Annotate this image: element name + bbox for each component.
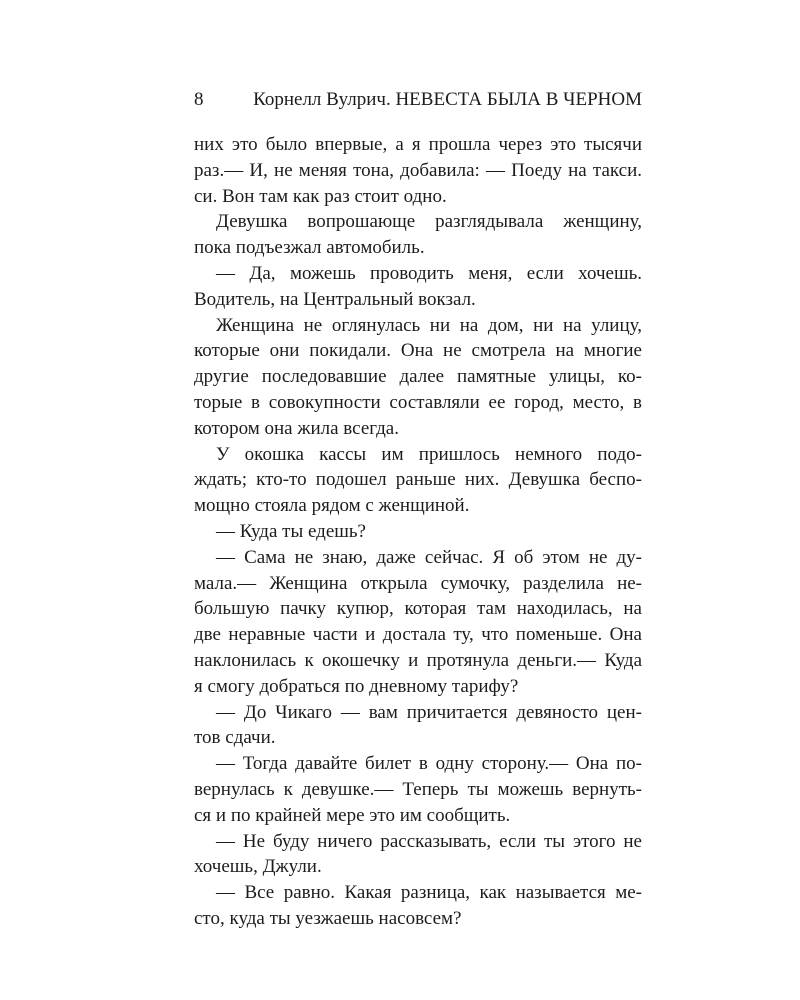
text-line: — Тогда давайте билет в одну сторону.— Она по-	[216, 753, 642, 775]
text-line: них это было впервые, а я прошла через это тысячи	[194, 134, 642, 155]
text-line: си. Вон там как раз стоит одно.	[194, 185, 447, 207]
paragraph	[194, 880, 642, 932]
text-line: тов сдачи.	[194, 727, 276, 749]
paragraph	[194, 829, 642, 881]
paragraph	[194, 545, 642, 700]
text-line: мощно стояла рядом с женщиной.	[194, 495, 470, 517]
text-line: вернулась к девушке.— Теперь ты можешь вернуть-	[194, 778, 642, 800]
text-line: котором она жила всегда.	[194, 417, 399, 439]
text-line: — Куда ты едешь?	[216, 520, 366, 542]
text-line: большую пачку купюр, которая там находилась, на	[194, 598, 642, 620]
text-line: — До Чикаго — вам причитается девяносто цен-	[216, 701, 642, 723]
text-line: Водитель, на Центральный вокзал.	[194, 288, 476, 310]
text-line: раз.— И, не меняя тона, добавила: — Поеду на такси.	[194, 159, 642, 181]
text-line: я смогу добраться по дневному тарифу?	[194, 675, 519, 697]
text-line: Женщина не оглянулась ни на дом, ни на улицу,	[216, 314, 642, 336]
text-line: — Сама не знаю, даже сейчас. Я об этом не ду-	[216, 546, 642, 568]
text-line: Девушка вопрошающе разглядывала женщину,	[216, 211, 642, 233]
text-line: наклонилась к окошечку и протянула деньги.— Куда	[194, 649, 642, 671]
text-line: хочешь, Джули.	[194, 856, 322, 878]
paragraph	[194, 751, 642, 828]
text-line: две неравные части и достала ту, что поменьше. Она	[194, 624, 642, 646]
paragraph	[194, 313, 642, 442]
text-line: сто, куда ты уезжаешь насовсем?	[194, 907, 462, 929]
text-line: которые они покидали. Она не смотрела на многие	[194, 340, 642, 362]
paragraph	[194, 132, 642, 209]
page-header	[194, 86, 642, 114]
text-line: ся и по крайней мере это им сообщить.	[194, 804, 511, 826]
text-line: другие последовавшие далее памятные улицы, ко-	[194, 366, 642, 388]
paragraph	[194, 442, 642, 519]
page-number: 8	[194, 89, 204, 110]
text-line: мала.— Женщина открыла сумочку, разделила не-	[194, 572, 642, 594]
body-text	[194, 132, 642, 932]
text-line: — Не буду ничего рассказывать, если ты этого не	[216, 830, 642, 852]
text-line: — Все равно. Какая разница, как называется ме-	[216, 882, 642, 904]
text-line: торые в совокупности составляли ее город, место, в	[194, 391, 642, 413]
paragraph	[194, 519, 642, 545]
paragraph	[194, 209, 642, 261]
text-line: ждать; кто-то подошел раньше них. Девушка беспо-	[194, 469, 642, 491]
running-head: Корнелл Вулрич. НЕВЕСТА БЫЛА В ЧЕРНОМ	[253, 89, 642, 110]
paragraph	[194, 700, 642, 752]
text-line: — Да, можешь проводить меня, если хочешь.	[216, 262, 642, 284]
text-line: пока подъезжал автомобиль.	[194, 237, 425, 259]
paragraph	[194, 261, 642, 313]
text-line: У окошка кассы им пришлось немного подо-	[216, 443, 642, 465]
